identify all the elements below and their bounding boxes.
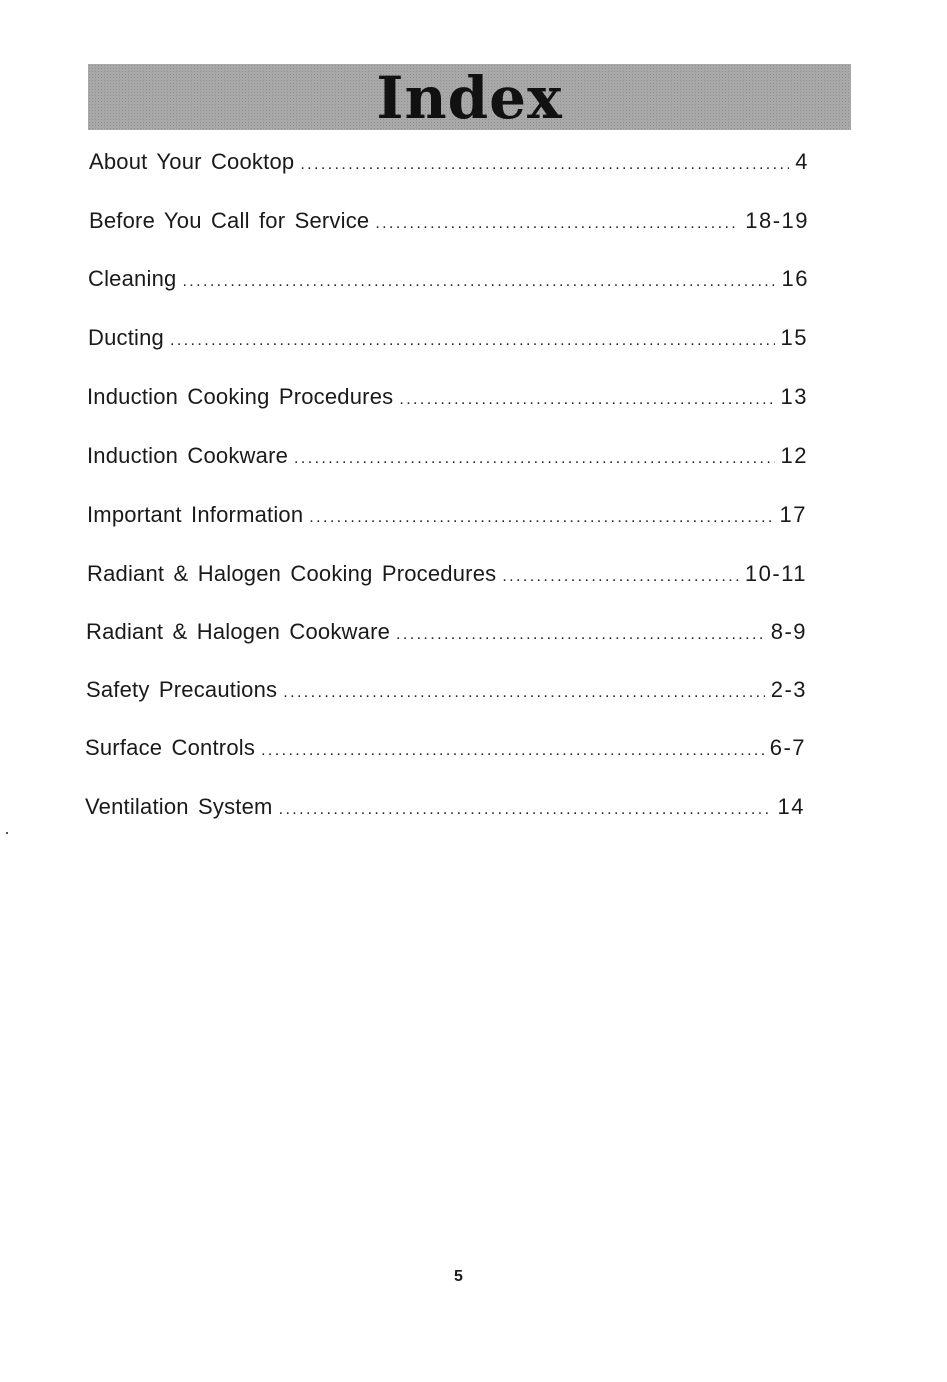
index-entry-page: 16 xyxy=(781,266,809,291)
index-entry-label: Radiant & Halogen Cookware xyxy=(86,619,391,644)
index-entry-label: Ducting xyxy=(88,325,164,350)
index-entry xyxy=(87,502,807,531)
index-banner xyxy=(88,64,851,130)
index-entry-label: Induction Cookware xyxy=(87,443,289,468)
index-entry-label: Before You Call for Service xyxy=(89,208,370,233)
dot-leader xyxy=(309,505,773,531)
index-entry-page: 8-9 xyxy=(770,619,807,644)
index-entry-page: 12 xyxy=(780,443,808,468)
index-entry-page: 15 xyxy=(780,325,808,350)
dot-leader xyxy=(294,446,774,472)
index-entry-page: 2-3 xyxy=(770,677,807,702)
index-entry-label: About Your Cooktop xyxy=(89,149,295,174)
index-entry-label: Surface Controls xyxy=(85,735,256,760)
dot-leader xyxy=(375,211,739,237)
dot-leader xyxy=(300,152,789,178)
index-entry-page: 10-11 xyxy=(744,561,807,586)
dot-leader xyxy=(396,622,765,648)
index-entry xyxy=(86,677,807,706)
index-entry xyxy=(85,735,806,764)
dot-leader xyxy=(170,328,775,354)
dot-leader xyxy=(502,564,739,590)
index-entry-page: 14 xyxy=(777,794,805,819)
index-entry-page: 17 xyxy=(779,502,807,527)
index-entry xyxy=(87,384,808,413)
index-entry-page: 6-7 xyxy=(769,735,806,760)
index-entry-label: Ventilation System xyxy=(85,794,273,819)
index-entry xyxy=(86,619,807,648)
index-entry-label: Safety Precautions xyxy=(86,677,278,702)
dot-leader xyxy=(279,797,772,823)
dot-leader xyxy=(182,269,775,295)
index-entry-page: 4 xyxy=(795,149,809,174)
index-entry xyxy=(87,561,807,590)
index-entry-label: Induction Cooking Procedures xyxy=(87,384,394,409)
scan-speck xyxy=(6,832,8,834)
index-entry xyxy=(89,149,809,178)
dot-leader xyxy=(399,387,774,413)
index-entry-page: 13 xyxy=(780,384,808,409)
index-entry-label: Radiant & Halogen Cooking Procedures xyxy=(87,561,497,586)
index-entry xyxy=(88,266,809,295)
index-entry-label: Important Information xyxy=(87,502,304,527)
index-entry xyxy=(88,325,808,354)
index-entry xyxy=(87,443,808,472)
index-entry-label: Cleaning xyxy=(88,266,177,291)
index-entry xyxy=(85,794,805,823)
index-entry-page: 18-19 xyxy=(745,208,809,233)
dot-leader xyxy=(261,738,764,764)
index-entry xyxy=(89,208,809,237)
page-number: 5 xyxy=(454,1268,463,1285)
page-title: Index xyxy=(376,64,563,132)
dot-leader xyxy=(283,680,764,706)
